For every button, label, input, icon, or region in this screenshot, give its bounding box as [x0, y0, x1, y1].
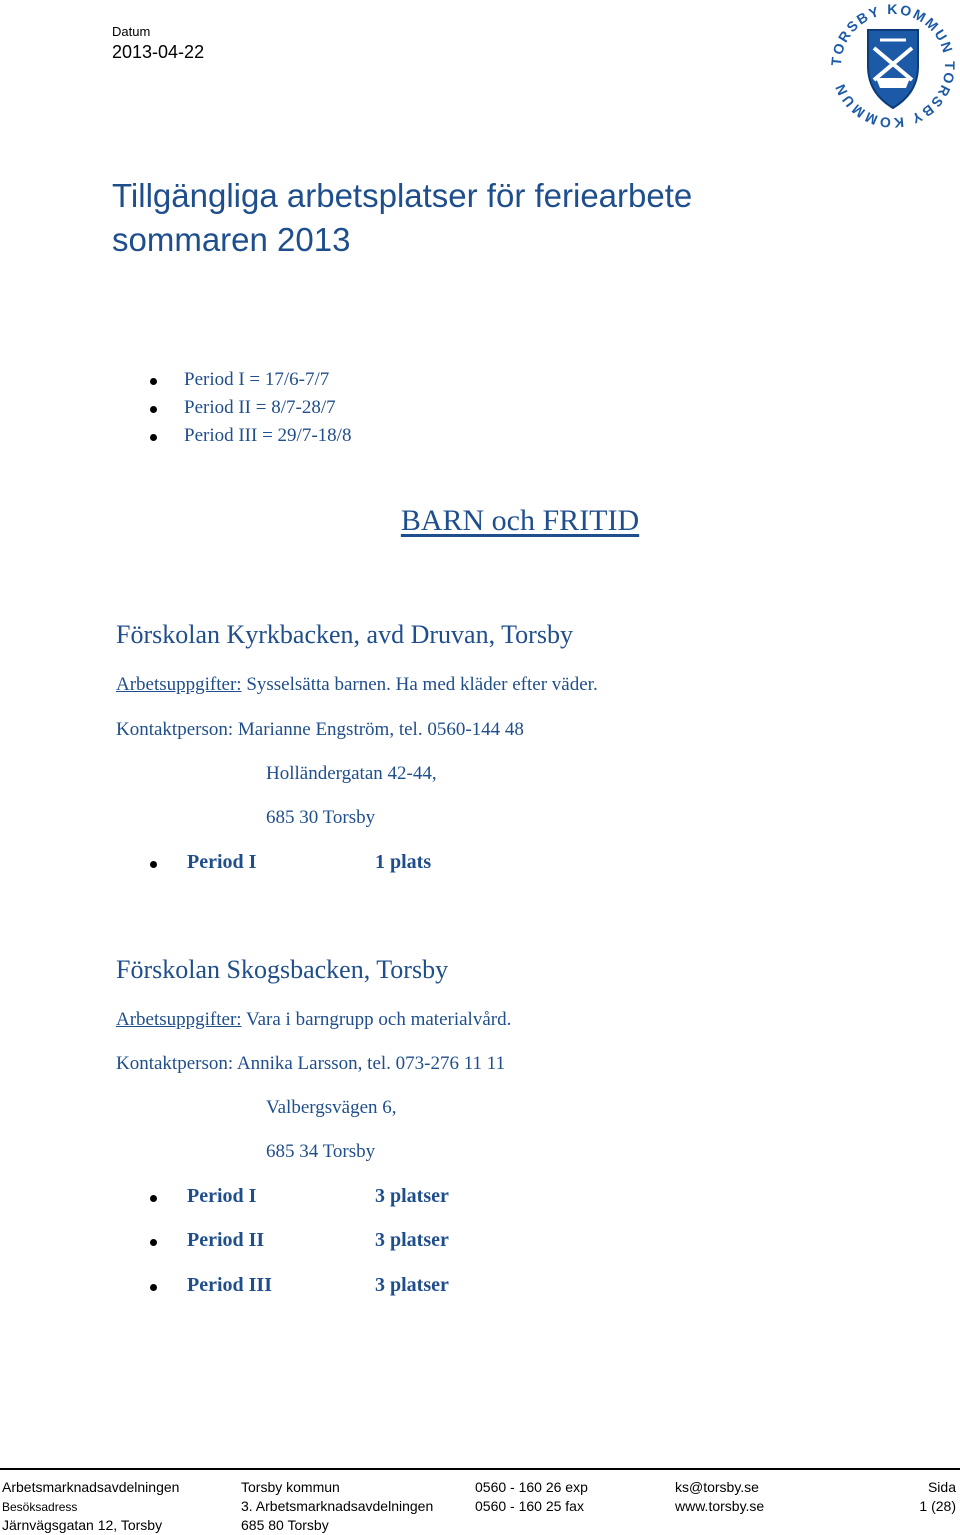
period-item: Period II = 8/7-28/7 [184, 397, 336, 418]
slot-period: Period II [187, 1229, 265, 1251]
workplace-address-postal: 685 34 Torsby [266, 1141, 376, 1162]
tasks-label: Arbetsuppgifter: [116, 1009, 242, 1030]
section-heading [0, 504, 960, 538]
footer-email: ks@torsby.se [675, 1479, 759, 1495]
slot-places: 3 platser [375, 1185, 449, 1207]
svg-text:TORSBY KOMMUN TORSBY KOMMUN: TORSBY KOMMUN TORSBY KOMMUN [827, 0, 959, 132]
period-item: Period I = 17/6-7/7 [184, 369, 330, 390]
tasks-label: Arbetsuppgifter: [116, 674, 242, 695]
slot-places: 1 plats [375, 851, 432, 873]
bullet-icon [150, 1195, 157, 1202]
slot-places: 3 platser [375, 1274, 449, 1296]
section-heading-text: BARN och FRITID [400, 504, 640, 537]
footer-department: Arbetsmarknadsavdelningen [2, 1479, 180, 1495]
workplace-tasks [116, 674, 598, 696]
bullet-icon [150, 378, 157, 385]
workplace-contact: Kontaktperson: Marianne Engström, tel. 0560-144 48 [116, 719, 524, 740]
date-value: 2013-04-22 [112, 42, 205, 62]
period-item: Period III = 29/7-18/8 [184, 425, 352, 446]
footer-visit-address: Järnvägsgatan 12, Torsby [2, 1517, 163, 1533]
footer-fax: 0560 - 160 25 fax [475, 1498, 584, 1514]
bullet-icon [150, 1239, 157, 1246]
footer-phone: 0560 - 160 26 exp [475, 1479, 588, 1495]
workplace-contact: Kontaktperson: Annika Larsson, tel. 073-276 11 11 [116, 1053, 506, 1074]
date-label: Datum [112, 24, 151, 39]
workplace-tasks [116, 1009, 511, 1031]
tasks-value: Sysselsätta barnen. Ha med kläder efter väder. [241, 674, 598, 695]
footer-postal-line2: 685 80 Torsby [241, 1517, 329, 1533]
footer-organization: Torsby kommun [241, 1479, 340, 1495]
slot-places: 3 platser [375, 1229, 449, 1251]
footer-page-number: 1 (28) [919, 1498, 956, 1514]
workplace-address-street: Holländergatan 42-44, [266, 763, 437, 784]
footer-website: www.torsby.se [675, 1498, 765, 1514]
slot-period: Period I [187, 1185, 257, 1207]
bullet-icon [150, 434, 157, 441]
footer-divider [0, 1468, 960, 1470]
workplace-title: Förskolan Kyrkbacken, avd Druvan, Torsby [116, 620, 573, 649]
bullet-icon [150, 1284, 157, 1291]
workplace-address-street: Valbergsvägen 6, [266, 1097, 397, 1118]
footer-postal-line1: 3. Arbetsmarknadsavdelningen [241, 1498, 434, 1514]
bullet-icon [150, 861, 157, 868]
page-title-line2: sommaren 2013 [112, 221, 351, 258]
workplace-address-postal: 685 30 Torsby [266, 807, 376, 828]
bullet-icon [150, 406, 157, 413]
page-title [112, 174, 692, 262]
page-title-line1: Tillgängliga arbetsplatser för feriearbete [112, 177, 693, 214]
torsby-kommun-logo [826, 0, 960, 132]
tasks-value: Vara i barngrupp och materialvård. [241, 1009, 512, 1030]
slot-period: Period I [187, 851, 257, 873]
footer-visit-label: Besöksadress [2, 1500, 78, 1514]
slot-period: Period III [187, 1274, 272, 1296]
footer-page-label: Sida [927, 1479, 956, 1495]
workplace-title: Förskolan Skogsbacken, Torsby [116, 955, 449, 984]
